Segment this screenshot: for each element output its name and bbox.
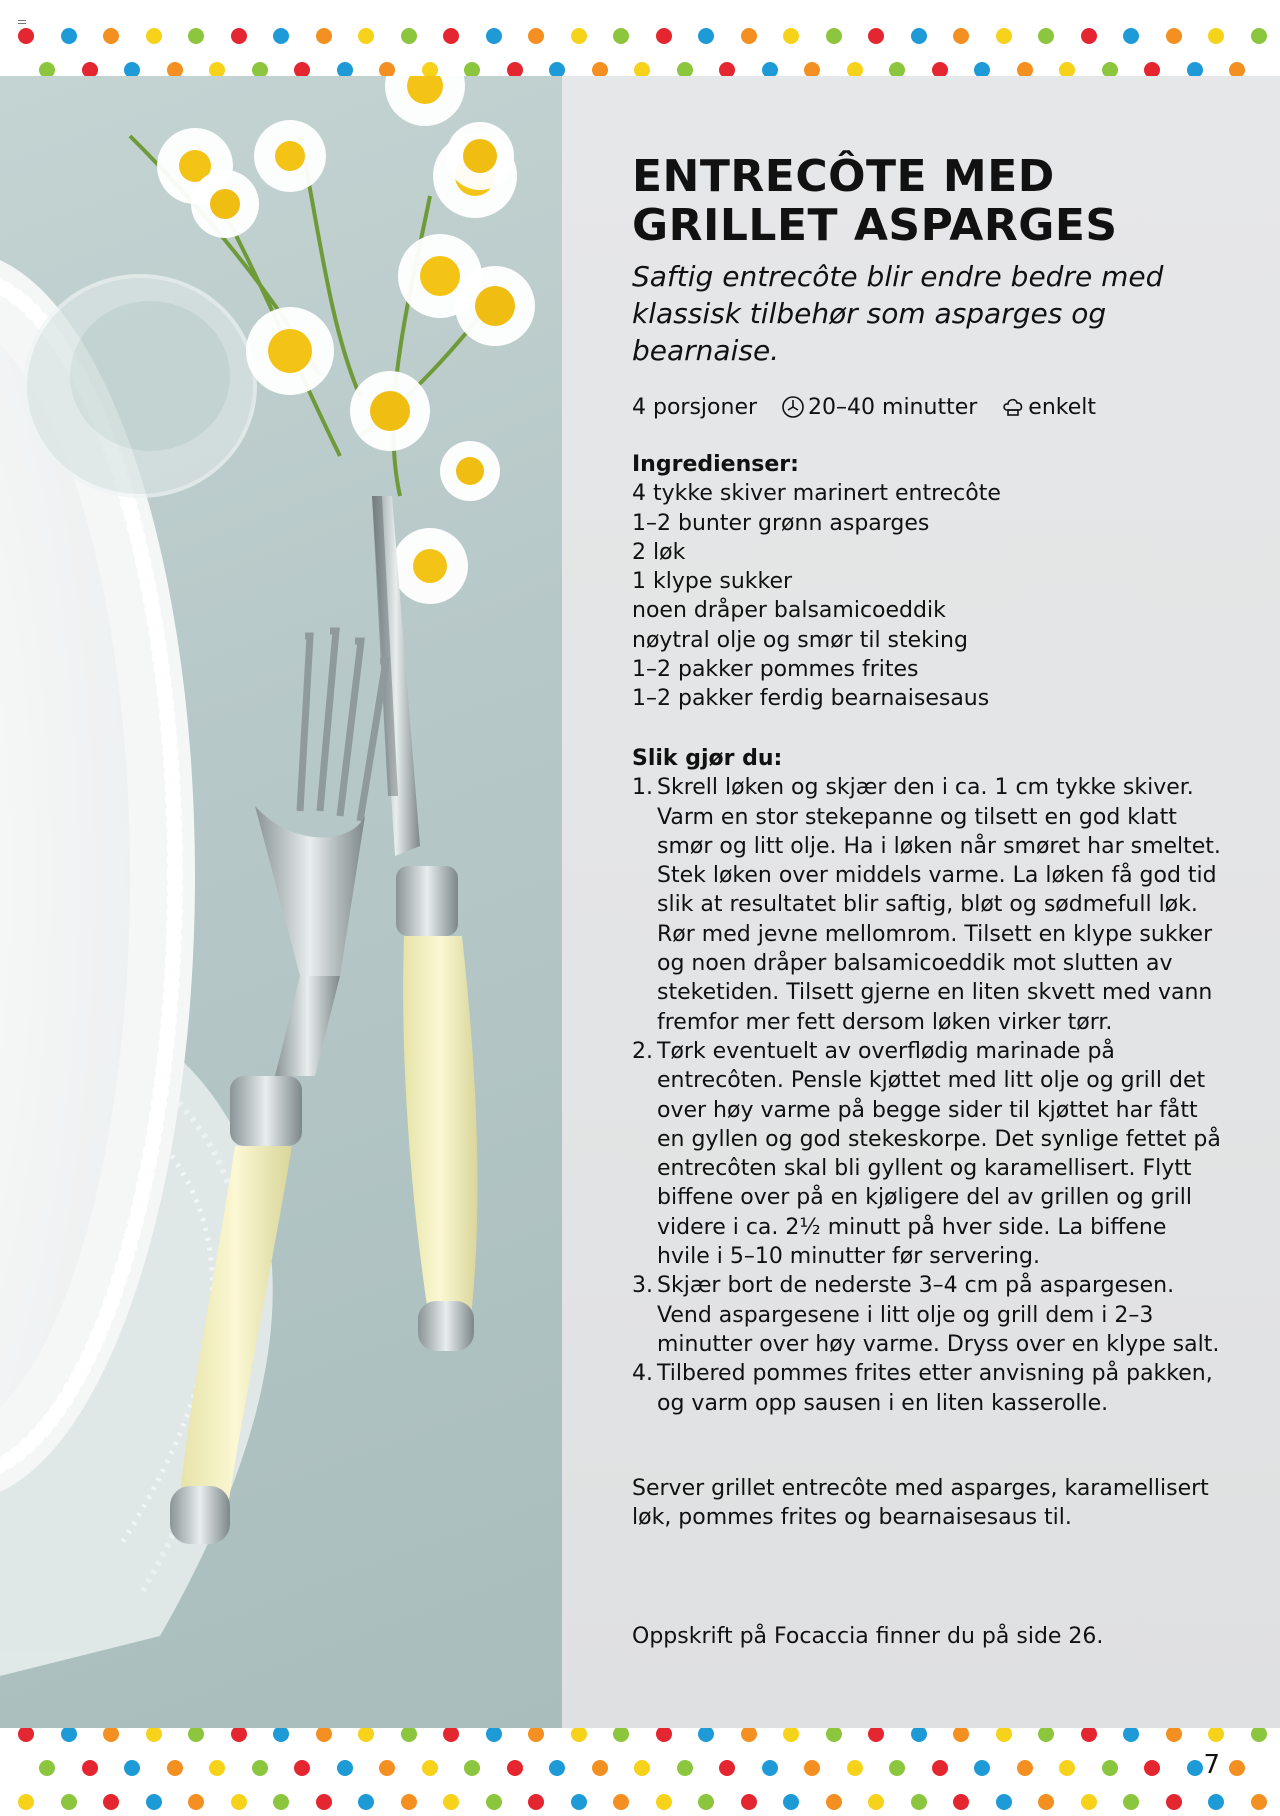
decorative-dot bbox=[443, 28, 459, 44]
difficulty-label: enkelt bbox=[1028, 394, 1096, 420]
decorative-dot bbox=[18, 1794, 34, 1810]
ingredient-item: 1–2 bunter grønn asparges bbox=[632, 510, 930, 536]
decorative-dot bbox=[911, 1726, 927, 1742]
decorative-dot bbox=[911, 1794, 927, 1810]
decorative-dot bbox=[826, 1794, 842, 1810]
decorative-dot bbox=[146, 1726, 162, 1742]
decorative-dot bbox=[1081, 28, 1097, 44]
decorative-dot bbox=[698, 1794, 714, 1810]
step-number: 1. bbox=[632, 775, 653, 801]
ingredient-item: noen dråper balsamicoeddik bbox=[632, 598, 946, 624]
decorative-dot bbox=[1208, 1726, 1224, 1742]
ingredients-list bbox=[632, 479, 1222, 713]
decorative-dot bbox=[316, 1726, 332, 1742]
serving-suggestion: Server grillet entrecôte med asparges, karamellisert løk, pommes frites og bearnaisesaus til. bbox=[632, 1476, 1209, 1531]
step-item bbox=[632, 773, 1222, 1037]
glass bbox=[25, 276, 255, 496]
step-number: 3. bbox=[632, 1273, 653, 1299]
decorative-dot bbox=[847, 1760, 863, 1776]
decorative-dot bbox=[571, 1726, 587, 1742]
decorative-dot bbox=[1123, 1794, 1139, 1810]
decorative-dot bbox=[294, 1760, 310, 1776]
portions bbox=[632, 395, 757, 420]
decorative-dot bbox=[592, 1760, 608, 1776]
decorative-dot bbox=[486, 1794, 502, 1810]
decorative-dot bbox=[1144, 1760, 1160, 1776]
decorative-dot bbox=[528, 1726, 544, 1742]
decorative-dot bbox=[358, 28, 374, 44]
recipe-photo bbox=[0, 76, 562, 1728]
decorative-dot bbox=[1166, 1794, 1182, 1810]
decorative-dot bbox=[167, 1760, 183, 1776]
decorative-dot bbox=[188, 1726, 204, 1742]
top-dot-border bbox=[0, 0, 1280, 76]
decorative-dot bbox=[719, 1760, 735, 1776]
decorative-dot bbox=[571, 1794, 587, 1810]
ingredient-item: 2 løk bbox=[632, 539, 686, 565]
decorative-dot bbox=[18, 28, 34, 44]
decorative-dot bbox=[1208, 1794, 1224, 1810]
decorative-dot bbox=[783, 28, 799, 44]
decorative-dot bbox=[124, 1760, 140, 1776]
decorative-dot bbox=[358, 1794, 374, 1810]
step-text: Skjær bort de nederste 3–4 cm på aspargesen. Vend aspargesene i litt olje og grill dem i 2–3 minutter over høy varme. Dryss over en klype salt. bbox=[657, 1273, 1220, 1357]
decorative-dot bbox=[996, 1794, 1012, 1810]
decorative-dot bbox=[316, 1794, 332, 1810]
table-setting-illustration bbox=[0, 76, 562, 1728]
decorative-dot bbox=[1038, 1726, 1054, 1742]
decorative-dot bbox=[103, 1794, 119, 1810]
decorative-dot bbox=[39, 1760, 55, 1776]
step-number: 4. bbox=[632, 1361, 653, 1387]
step-text: Tørk eventuelt av overflødig marinade på entrecôten. Pensle kjøttet med litt olje og grill det over høy varme på begge sider til kjøttet har fått en gyllen og god stekeskorpe. Det synlige fettet på entrecôten skal bli gyllent og karamellisert. Flytt biffene over på en kjøligere del av grillen og grill videre i ca. 2½ minutt på hver side. La biffene hvile i 5–10 minutter før servering. bbox=[657, 1038, 1221, 1270]
decorative-dot bbox=[996, 28, 1012, 44]
decorative-dot bbox=[401, 1794, 417, 1810]
decorative-dot bbox=[634, 1760, 650, 1776]
decorative-dot bbox=[741, 1794, 757, 1810]
decorative-dot bbox=[528, 28, 544, 44]
decorative-dot bbox=[209, 1760, 225, 1776]
decorative-dot bbox=[996, 1726, 1012, 1742]
decorative-dot bbox=[911, 28, 927, 44]
recipe-title: ENTRECÔTE MED GRILLET ASPARGES bbox=[632, 151, 1118, 251]
decorative-dot bbox=[826, 1726, 842, 1742]
step-item bbox=[632, 1271, 1222, 1359]
recipe-lead: Saftig entrecôte blir endre bedre med klassisk tilbehør som asparges og bearnaise. bbox=[632, 260, 1164, 367]
decorative-dot bbox=[1166, 28, 1182, 44]
decorative-dot bbox=[443, 1726, 459, 1742]
decorative-dot bbox=[1251, 1726, 1267, 1742]
decorative-dot bbox=[698, 28, 714, 44]
decorative-dot bbox=[61, 28, 77, 44]
ingredients-heading: Ingredienser: bbox=[632, 452, 799, 477]
decorative-dot bbox=[953, 1794, 969, 1810]
ingredient-item: 1–2 pakker ferdig bearnaisesaus bbox=[632, 686, 990, 712]
decorative-dot bbox=[656, 28, 672, 44]
decorative-dot bbox=[316, 28, 332, 44]
decorative-dot bbox=[103, 1726, 119, 1742]
decorative-dot bbox=[1229, 1760, 1245, 1776]
decorative-dot bbox=[783, 1794, 799, 1810]
decorative-dot bbox=[61, 1794, 77, 1810]
ingredient-item: 1 klype sukker bbox=[632, 569, 793, 595]
decorative-dot bbox=[18, 1726, 34, 1742]
ingredient-item: 1–2 pakker pommes frites bbox=[632, 657, 919, 683]
clock-icon bbox=[781, 395, 805, 419]
decorative-dot bbox=[677, 1760, 693, 1776]
decorative-dot bbox=[528, 1794, 544, 1810]
ingredient-item: 4 tykke skiver marinert entrecôte bbox=[632, 481, 1001, 507]
decorative-dot bbox=[656, 1726, 672, 1742]
decorative-dot bbox=[698, 1726, 714, 1742]
chef-hat-icon bbox=[1001, 395, 1025, 419]
decorative-dot bbox=[741, 1726, 757, 1742]
decorative-dot bbox=[549, 1760, 565, 1776]
decorative-dot bbox=[337, 1760, 353, 1776]
decorative-dot bbox=[1123, 28, 1139, 44]
knife bbox=[372, 496, 478, 1351]
decorative-dot bbox=[273, 1726, 289, 1742]
decorative-dot bbox=[1038, 1794, 1054, 1810]
decorative-dot bbox=[443, 1794, 459, 1810]
decorative-dot bbox=[1081, 1794, 1097, 1810]
step-text: Skrell løken og skjær den i ca. 1 cm tykke skiver. Varm en stor stekepanne og tilsett en god klatt smør og litt olje. Ha i løken når smøret har smeltet. Stek løken over middels varme. La løken få god tid slik at resultatet blir saftig, bløt og sødmefull løk. Rør med jevne mellomrom. Tilsett en klype sukker og noen dråper balsamicoeddik mot slutten av steketiden. Tilsett gjerne en liten skvett med vann fremfor mer fett dersom løken virker tørr. bbox=[657, 775, 1221, 1035]
decorative-dot bbox=[868, 1726, 884, 1742]
focaccia-reference: Oppskrift på Focaccia finner du på side 26. bbox=[632, 1624, 1104, 1649]
decorative-dot bbox=[379, 1760, 395, 1776]
ingredient-item: nøytral olje og smør til steking bbox=[632, 627, 968, 653]
decorative-dot bbox=[1123, 1726, 1139, 1742]
decorative-dot bbox=[1208, 28, 1224, 44]
decorative-dot bbox=[613, 28, 629, 44]
decorative-dot bbox=[804, 1760, 820, 1776]
step-item bbox=[632, 1037, 1222, 1271]
decorative-dot bbox=[422, 1760, 438, 1776]
decorative-dot bbox=[486, 1726, 502, 1742]
decorative-dot bbox=[868, 1794, 884, 1810]
decorative-dot bbox=[1102, 1760, 1118, 1776]
decorative-dot bbox=[826, 28, 842, 44]
recipe-meta bbox=[632, 392, 1096, 422]
decorative-dot bbox=[486, 28, 502, 44]
time-label: 20–40 minutter bbox=[808, 394, 978, 420]
decorative-dot bbox=[741, 28, 757, 44]
decorative-dot bbox=[231, 1794, 247, 1810]
decorative-dot bbox=[146, 28, 162, 44]
steps-list bbox=[632, 773, 1222, 1418]
decorative-dot bbox=[188, 1794, 204, 1810]
decorative-dot bbox=[613, 1794, 629, 1810]
decorative-dot bbox=[464, 1760, 480, 1776]
decorative-dot bbox=[889, 1760, 905, 1776]
decorative-dot bbox=[1166, 1726, 1182, 1742]
decorative-dot bbox=[231, 28, 247, 44]
decorative-dot bbox=[1081, 1726, 1097, 1742]
decorative-dot bbox=[868, 28, 884, 44]
decorative-dot bbox=[401, 28, 417, 44]
decorative-dot bbox=[762, 1760, 778, 1776]
steps-heading: Slik gjør du: bbox=[632, 746, 783, 771]
decorative-dot bbox=[188, 28, 204, 44]
decorative-dot bbox=[932, 1760, 948, 1776]
bottom-dot-border bbox=[0, 1730, 1280, 1816]
decorative-dot bbox=[1017, 1760, 1033, 1776]
decorative-dot bbox=[103, 28, 119, 44]
decorative-dot bbox=[974, 1760, 990, 1776]
decorative-dot bbox=[656, 1794, 672, 1810]
step-text: Tilbered pommes frites etter anvisning på pakken, og varm opp sausen i en liten kasserolle. bbox=[657, 1361, 1213, 1416]
menu-glyph-icon bbox=[18, 20, 26, 27]
decorative-dot bbox=[953, 28, 969, 44]
steps-section bbox=[632, 744, 1222, 1418]
decorative-dot bbox=[146, 1794, 162, 1810]
difficulty bbox=[1001, 395, 1096, 420]
decorative-dot bbox=[273, 1794, 289, 1810]
decorative-dot bbox=[1038, 28, 1054, 44]
decorative-dot bbox=[82, 1760, 98, 1776]
decorative-dot bbox=[571, 28, 587, 44]
decorative-dot bbox=[231, 1726, 247, 1742]
decorative-dot bbox=[1251, 28, 1267, 44]
decorative-dot bbox=[953, 1726, 969, 1742]
ingredients-section bbox=[632, 450, 1222, 714]
decorative-dot bbox=[783, 1726, 799, 1742]
decorative-dot bbox=[401, 1726, 417, 1742]
decorative-dot bbox=[613, 1726, 629, 1742]
decorative-dot bbox=[1187, 1760, 1203, 1776]
decorative-dot bbox=[273, 28, 289, 44]
decorative-dot bbox=[1251, 1794, 1267, 1810]
step-item bbox=[632, 1359, 1222, 1418]
decorative-dot bbox=[507, 1760, 523, 1776]
decorative-dot bbox=[61, 1726, 77, 1742]
decorative-dot bbox=[358, 1726, 374, 1742]
decorative-dot bbox=[252, 1760, 268, 1776]
step-number: 2. bbox=[632, 1038, 653, 1064]
decorative-dot bbox=[1059, 1760, 1075, 1776]
page-number: 7 bbox=[1203, 1750, 1220, 1780]
time bbox=[781, 395, 977, 420]
portions-label: 4 porsjoner bbox=[632, 394, 758, 420]
